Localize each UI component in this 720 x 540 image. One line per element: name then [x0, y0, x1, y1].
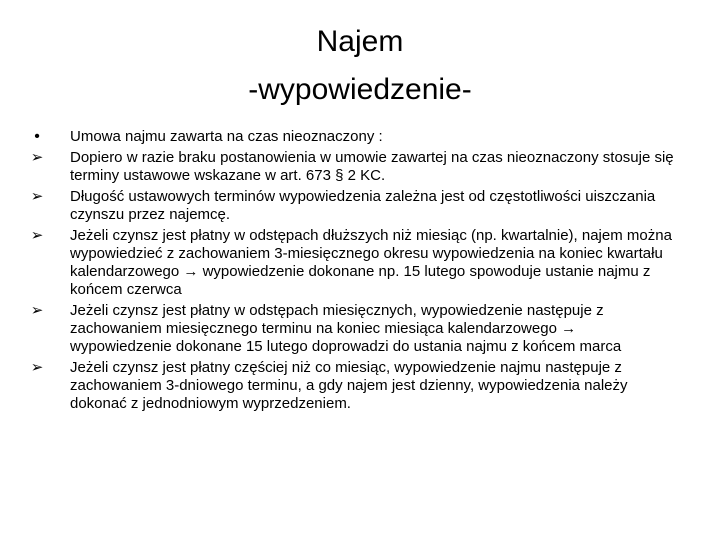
list-item-text: Jeżeli czynsz jest płatny w odstępach miesięcznych, wypowiedzenie następuje z zachowaniem miesięcznego terminu na koniec miesiąca kalendarzowego → wypowiedzenie dokonane 15 lutego doprowadzi do ustania najmu z końcem marca	[70, 302, 622, 355]
slide-subtitle: -wypowiedzenie-	[248, 73, 472, 106]
list-item	[30, 149, 680, 185]
bullet-list	[30, 128, 680, 416]
bullet-dot-icon: •	[34, 128, 40, 145]
list-item-text: Umowa najmu zawarta na czas nieoznaczony :	[70, 128, 383, 145]
list-item	[30, 188, 680, 224]
list-item	[30, 227, 680, 299]
arrowhead-bullet-icon: ➢	[30, 149, 44, 166]
list-item	[30, 302, 680, 356]
arrowhead-bullet-icon: ➢	[30, 359, 44, 376]
arrowhead-bullet-icon: ➢	[30, 302, 44, 319]
list-item-text: Jeżeli czynsz jest płatny w odstępach dłuższych niż miesiąc (np. kwartalnie), najem można wypowiedzieć z zachowaniem 3-miesięcznego okresu wypowiedzenia na koniec kwartału kalendarzowego → wypowiedzenie dokonane np. 15 lutego spowoduje ustanie najmu z końcem czerwca	[70, 227, 672, 298]
list-item	[30, 359, 680, 413]
arrowhead-bullet-icon: ➢	[30, 188, 44, 205]
slide-title: Najem	[316, 25, 404, 58]
list-item-text: Jeżeli czynsz jest płatny częściej niż co miesiąc, wypowiedzenie najmu następuje z zachowaniem 3-dniowego terminu, a gdy najem jest dzienny, wypowiedzenia należy dokonać z jednodniowym wyprzedzeniem.	[70, 359, 628, 412]
arrowhead-bullet-icon: ➢	[30, 227, 44, 244]
list-item-text: Dopiero w razie braku postanowienia w umowie zawartej na czas nieoznaczony stosuje się terminy ustawowe wskazane w art. 673 § 2 KC.	[70, 149, 674, 184]
list-item-text: Długość ustawowych terminów wypowiedzenia zależna jest od częstotliwości uiszczania czynszu przez najemcę.	[70, 188, 656, 223]
list-item	[30, 128, 680, 146]
